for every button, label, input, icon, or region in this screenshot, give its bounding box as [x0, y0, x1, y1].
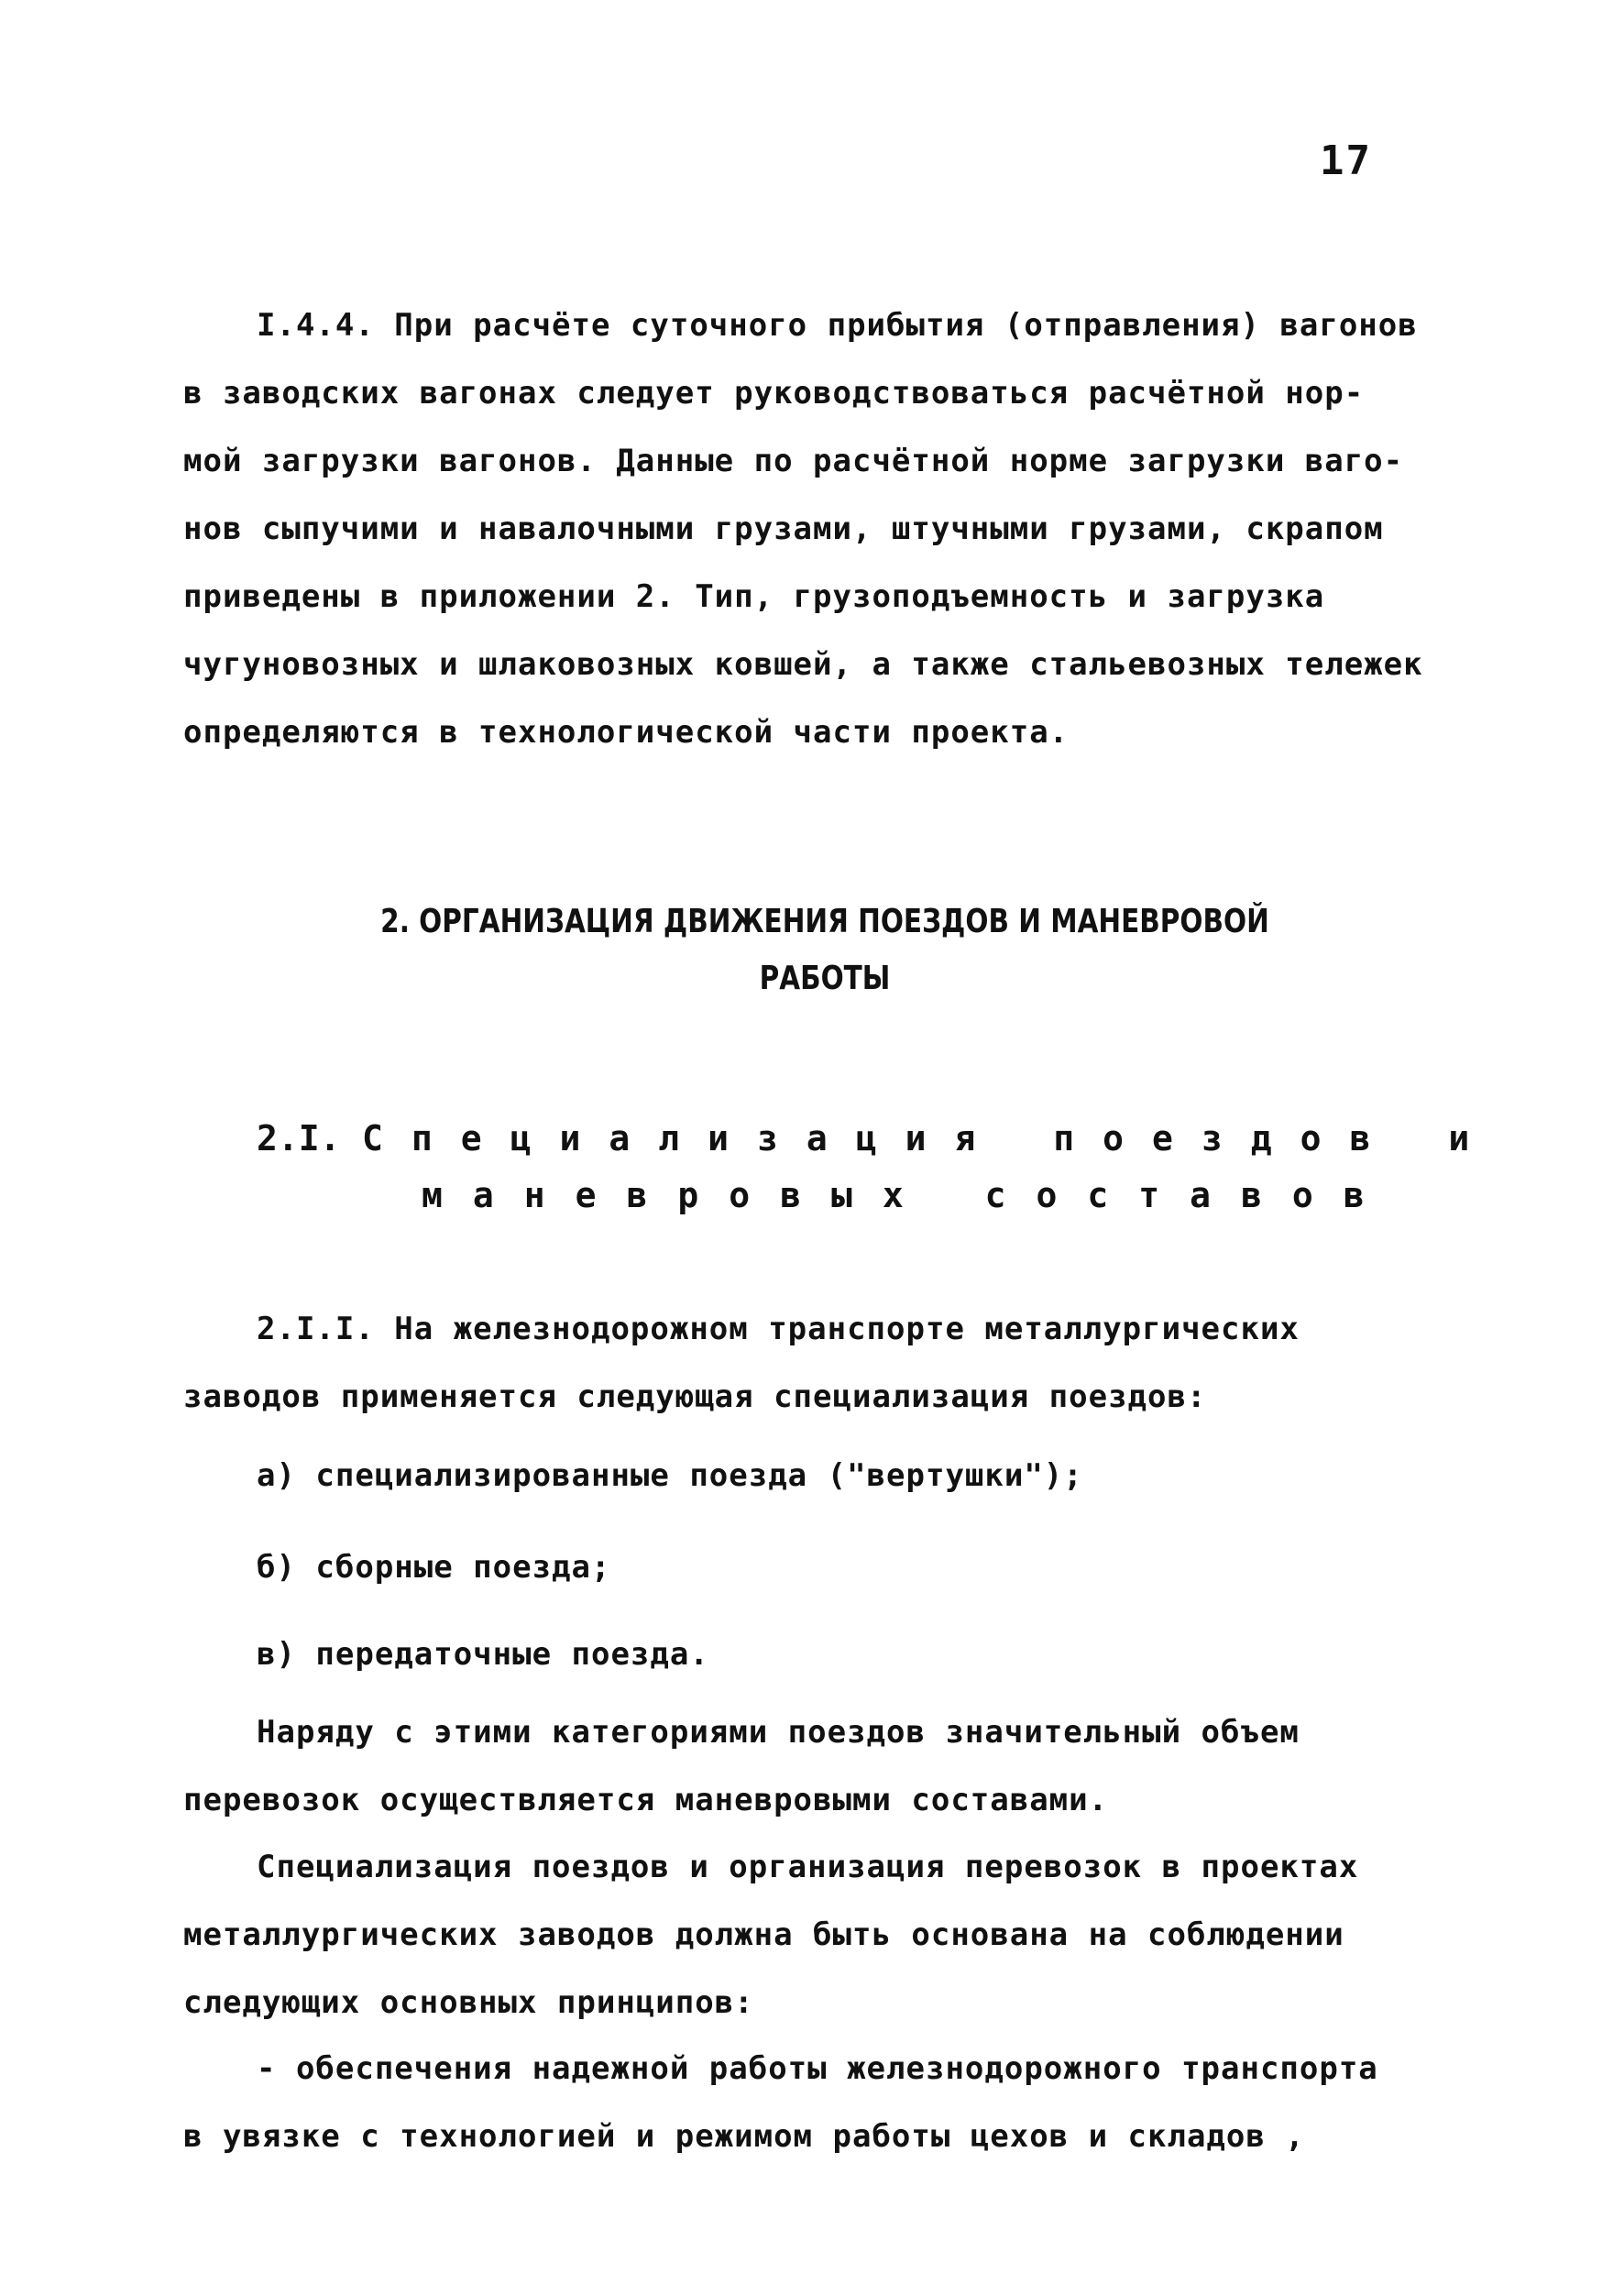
paragraph-naryadu: [183, 1698, 1466, 1834]
paragraph-specialization: [183, 1833, 1466, 2037]
paragraph-line: следующих основных принципов:: [183, 1984, 754, 2021]
list-item: а) специализированные поезда ("вертушки");: [257, 1457, 1083, 1494]
subsection-title-line: маневровых составов: [422, 1175, 1395, 1215]
list-item: б) сборные поезда;: [257, 1549, 611, 1586]
list-item: в) передаточные поезда.: [257, 1636, 709, 1673]
paragraph-principle-1: [183, 2035, 1466, 2170]
paragraph-line: нов сыпучими и навалочными грузами, штучными грузами, скрапом: [183, 511, 1384, 547]
paragraph-line: Специализация поездов и организация перевозок в проектах: [257, 1849, 1359, 1885]
paragraph-line: приведены в приложении 2. Тип, грузоподъемность и загрузка: [183, 578, 1325, 615]
paragraph-line: в увязке с технологией и режимом работы цехов и складов ,: [183, 2118, 1305, 2155]
subsection-title-line: Специализация поездов и: [362, 1118, 1498, 1158]
paragraph-line: I.4.4. При расчёте суточного прибытия (отправления) вагонов: [257, 307, 1418, 344]
paragraph-line: заводов применяется следующая специализация поездов:: [183, 1378, 1207, 1415]
paragraph-line: - обеспечения надежной работы железнодорожного транспорта: [257, 2050, 1378, 2087]
page-number: 17: [1320, 137, 1372, 184]
paragraph-line: мой загрузки вагонов. Данные по расчётной норме загрузки ваго-: [183, 443, 1404, 479]
section-heading-line: РАБОТЫ: [759, 960, 891, 997]
paragraph-line: металлургических заводов должна быть основана на соблюдении: [183, 1916, 1344, 1953]
subsection-number: 2.I.: [257, 1118, 341, 1158]
paragraph-line: в заводских вагонах следует руководствоваться расчётной нор-: [183, 375, 1365, 412]
paragraph-line: 2.I.I. На железнодорожном транспорте металлургических: [257, 1311, 1300, 1347]
paragraph-1-4-4: [183, 291, 1466, 766]
paragraph-line: Наряду с этими категориями поездов значительный объем: [257, 1714, 1300, 1751]
paragraph-line: чугуновозных и шлаковозных ковшей, а также стальевозных тележек: [183, 646, 1423, 683]
section-heading-line: 2. ОРГАНИЗАЦИЯ ДВИЖЕНИЯ ПОЕЗДОВ И МАНЕВРОВОЙ: [380, 903, 1269, 940]
paragraph-line: перевозок осуществляется маневровыми составами.: [183, 1782, 1109, 1818]
section-heading-2: [299, 894, 1351, 1007]
paragraph-line: определяются в технологической части проекта.: [183, 714, 1070, 751]
paragraph-2-1-1: [183, 1295, 1466, 1431]
